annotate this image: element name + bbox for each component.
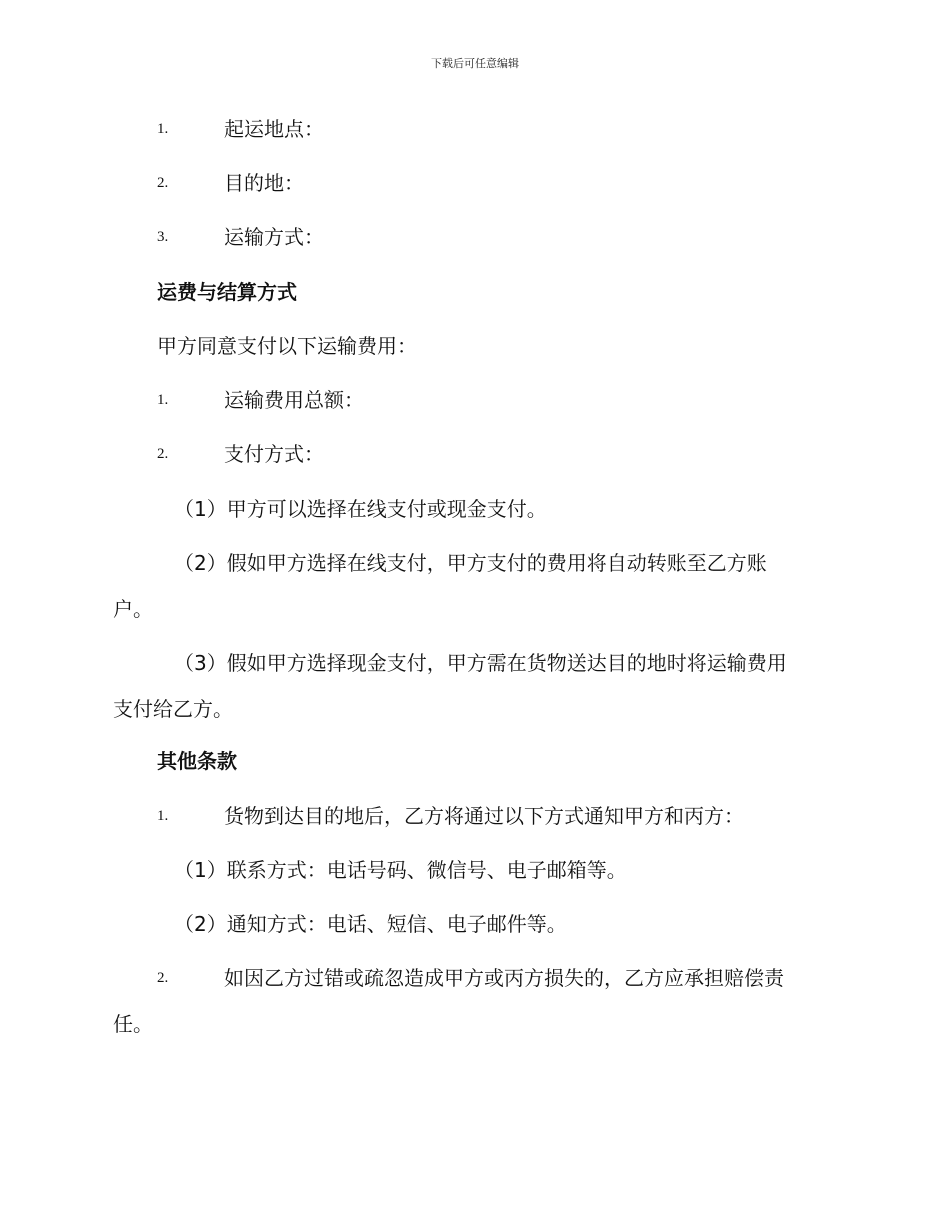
list-text-continuation: 任。 [113,1012,153,1036]
list-text: 运输费用总额： [224,388,364,412]
paragraph-intro: 甲方同意支付以下运输费用： [157,334,417,358]
sub-item: （3）假如甲方选择现金支付，甲方需在货物送达目的地时将运输费用 [174,651,787,675]
list-number: 3. [157,229,169,245]
list-text: 货物到达目的地后，乙方将通过以下方式通知甲方和丙方： [224,804,744,828]
sub-item-continuation: 户。 [113,597,153,621]
sub-item: （1）联系方式：电话号码、微信号、电子邮箱等。 [174,858,627,882]
section-heading-fees: 运费与结算方式 [157,280,297,304]
sub-item: （2）通知方式：电话、短信、电子邮件等。 [174,912,567,936]
list-number: 1. [157,392,169,408]
list-text: 运输方式： [224,225,324,249]
list-number: 1. [157,121,169,137]
section-heading-other-terms: 其他条款 [157,749,237,773]
list-text: 如因乙方过错或疏忽造成甲方或丙方损失的，乙方应承担赔偿责 [224,966,784,990]
sub-item: （1）甲方可以选择在线支付或现金支付。 [174,497,547,521]
list-number: 2. [157,970,169,986]
list-number: 2. [157,446,169,462]
list-text: 起运地点： [224,117,324,141]
list-number: 2. [157,175,169,191]
list-text: 支付方式： [224,442,324,466]
page-header: 下载后可任意编辑 [431,57,519,70]
sub-item-continuation: 支付给乙方。 [113,697,233,721]
sub-item: （2）假如甲方选择在线支付，甲方支付的费用将自动转账至乙方账 [174,551,767,575]
list-text: 目的地： [224,171,304,195]
list-number: 1. [157,808,169,824]
